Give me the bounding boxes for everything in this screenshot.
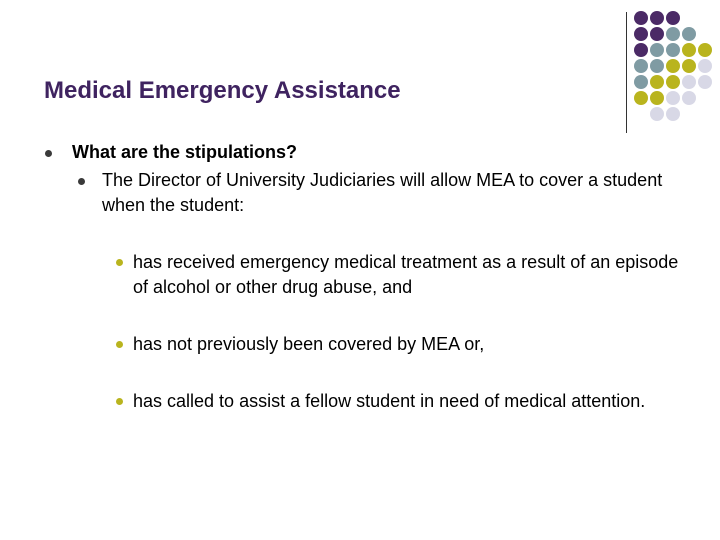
decorative-dot bbox=[698, 43, 712, 57]
decorative-dot bbox=[634, 11, 648, 25]
decorative-dot bbox=[650, 59, 664, 73]
decorative-dot bbox=[698, 59, 712, 73]
decorative-dot bbox=[666, 11, 680, 25]
decorative-dot bbox=[666, 59, 680, 73]
decorative-dot bbox=[634, 27, 648, 41]
condition-text-1: has received emergency medical treatment as a result of an episode of alcohol or other drug abuse, and bbox=[133, 252, 679, 297]
decorative-dot bbox=[650, 27, 664, 41]
condition-text-2: has not previously been covered by MEA or, bbox=[133, 334, 485, 354]
decorative-dot bbox=[682, 75, 696, 89]
bullet-level2 bbox=[78, 178, 85, 185]
decorative-dot bbox=[682, 43, 696, 57]
bullet-condition-1 bbox=[116, 259, 123, 266]
intro-text: The Director of University Judiciaries will allow MEA to cover a student when the student: bbox=[102, 170, 663, 215]
decorative-dot bbox=[682, 91, 696, 105]
decorative-dot-grid bbox=[0, 0, 720, 140]
decorative-dot bbox=[634, 75, 648, 89]
decorative-dot bbox=[666, 43, 680, 57]
decorative-dot bbox=[650, 11, 664, 25]
decorative-dot bbox=[650, 75, 664, 89]
bullet-condition-2 bbox=[116, 341, 123, 348]
decorative-dot bbox=[682, 27, 696, 41]
divider-line bbox=[626, 12, 627, 133]
condition-text-3: has called to assist a fellow student in need of medical attention. bbox=[133, 391, 646, 411]
decorative-dot bbox=[634, 43, 648, 57]
question-text: What are the stipulations? bbox=[72, 142, 298, 162]
decorative-dot bbox=[666, 91, 680, 105]
decorative-dot bbox=[650, 107, 664, 121]
decorative-dot bbox=[698, 75, 712, 89]
decorative-dot bbox=[666, 75, 680, 89]
decorative-dot bbox=[666, 27, 680, 41]
bullet-level1 bbox=[45, 150, 52, 157]
decorative-dot bbox=[634, 91, 648, 105]
bullet-condition-3 bbox=[116, 398, 123, 405]
decorative-dot bbox=[666, 107, 680, 121]
slide-title: Medical Emergency Assistance bbox=[44, 77, 401, 104]
decorative-dot bbox=[634, 59, 648, 73]
decorative-dot bbox=[682, 59, 696, 73]
decorative-dot bbox=[650, 91, 664, 105]
decorative-dot bbox=[650, 43, 664, 57]
